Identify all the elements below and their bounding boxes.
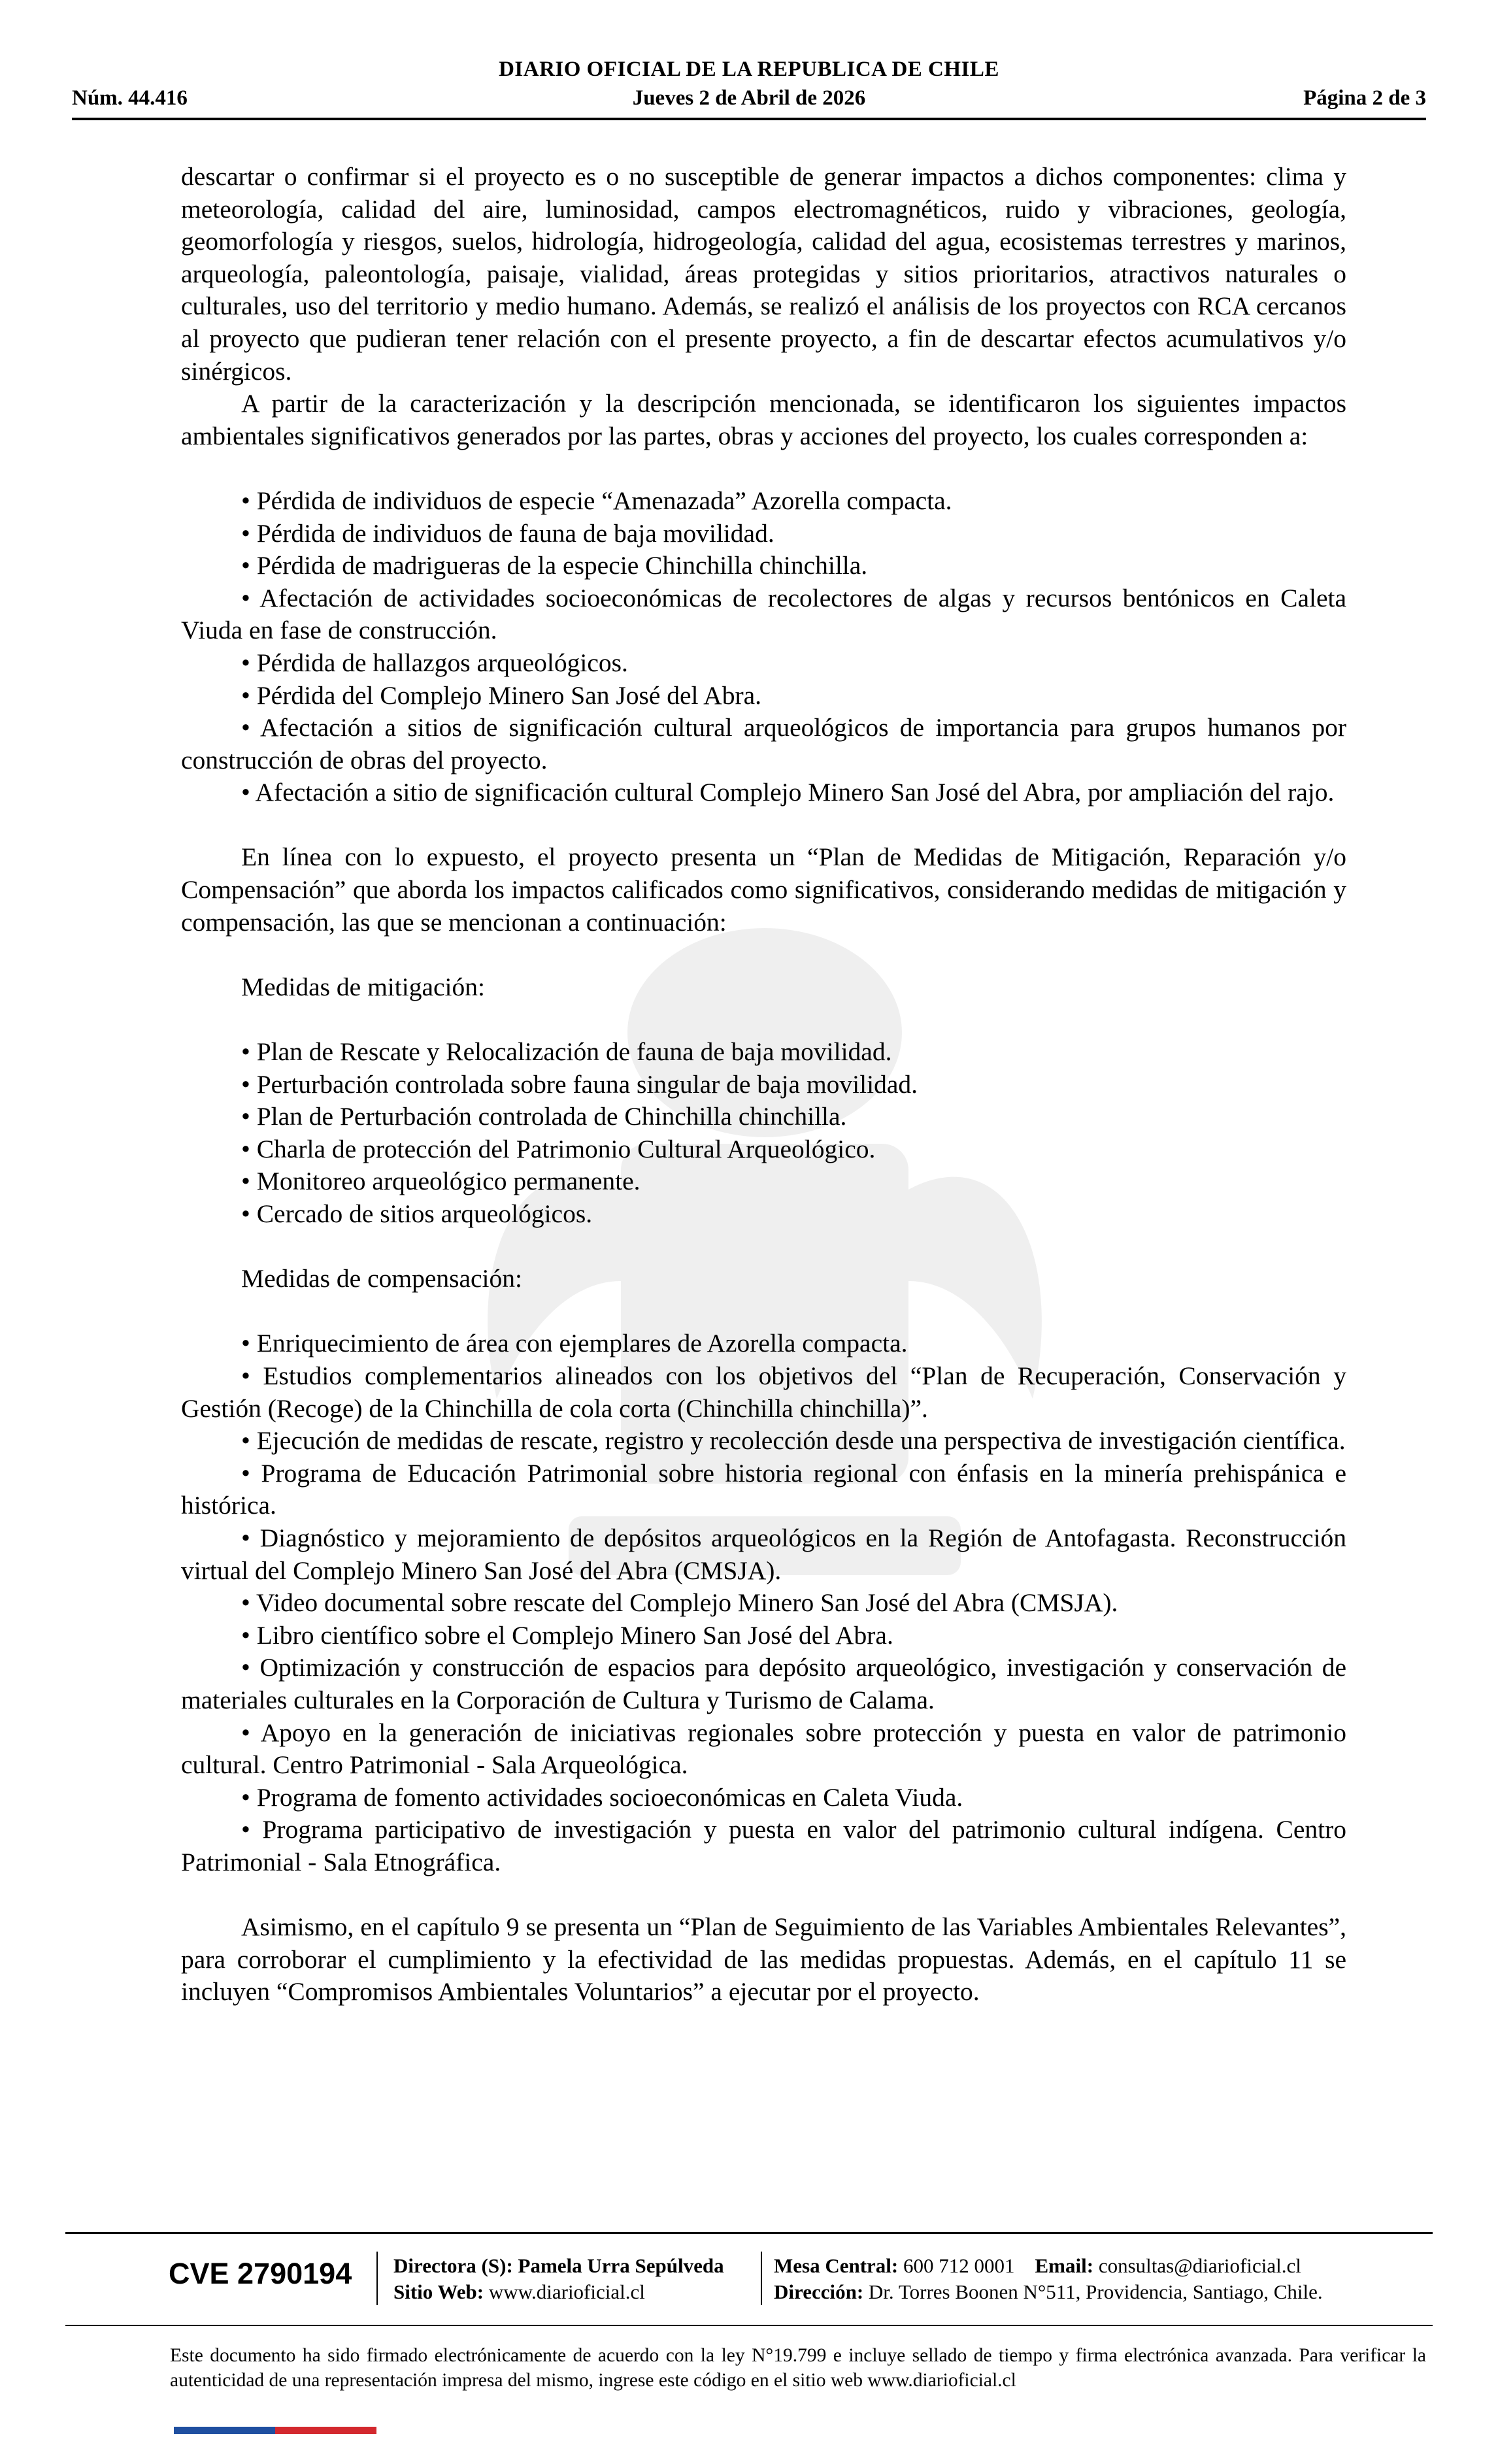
blue-stripe [174,2427,275,2434]
list-item: • Programa participativo de investigación y puesta en valor del patrimonio cultural indígena. Centro Patrimonial - Sala Etnográfica. [181,1815,1346,1876]
director-name: Pamela Urra Sepúlveda [518,2254,724,2277]
list-item: • Afectación a sitio de significación cultural Complejo Minero San José del Abra, por ampliación del rajo. [241,778,1335,807]
document-footer [65,2232,1433,2461]
website-link[interactable]: www.diarioficial.cl [488,2280,645,2303]
list-item: • Pérdida de individuos de fauna de baja movilidad. [241,518,774,548]
document-header [72,58,1426,122]
page-indicator: Página 2 de 3 [1303,86,1426,110]
newspaper-title: DIARIO OFICIAL DE LA REPUBLICA DE CHILE [499,58,999,81]
mitigation-list [181,1036,1346,1231]
mitigation-heading: Medidas de mitigación: [241,972,485,1001]
list-item: • Programa de fomento actividades socioeconómicas en Caleta Viuda. [241,1782,963,1812]
list-item: • Charla de protección del Patrimonio Cultural Arqueológico. [241,1134,876,1163]
impacts-list [181,485,1346,809]
footer-separator [761,2252,762,2305]
email-label: Email: [1035,2254,1094,2277]
issue-date: Jueves 2 de Abril de 2026 [632,86,866,110]
list-item: • Pérdida de hallazgos arqueológicos. [241,648,628,677]
list-item: • Pérdida del Complejo Minero San José del Abra. [241,680,762,710]
list-item: • Enriquecimiento de área con ejemplares de Azorella compacta. [241,1329,908,1358]
paragraph-impacts-intro: A partir de la caracterización y la descripción mencionada, se identificaron los siguientes impactos ambientales significativos generados por las partes, obras y acciones del proyecto, los cuales corresponden a: [181,389,1346,450]
footer-contact-info [774,2253,1323,2305]
address-value: Dr. Torres Boonen N°511, Providencia, Santiago, Chile. [868,2280,1323,2303]
footer-separator [376,2252,378,2305]
header-divider [72,118,1426,120]
list-item: • Optimización y construcción de espacios para depósito arqueológico, investigación y conservación de materiales culturales en la Corporación de Cultura y Turismo de Calama. [181,1653,1346,1714]
paragraph-measures-plan: En línea con lo expuesto, el proyecto presenta un “Plan de Medidas de Mitigación, Reparación y/o Compensación” que aborda los impactos calificados como significativos, considerando medidas de mitigación y compensación, las que se mencionan a continuación: [181,842,1346,937]
list-item: • Afectación de actividades socioeconómicas de recolectores de algas y recursos bentónicos en Caleta Viuda en fase de construcción. [181,583,1346,645]
phone-number: 600 712 0001 [903,2254,1015,2277]
email-link[interactable]: consultas@diarioficial.cl [1098,2254,1301,2277]
list-item: • Perturbación controlada sobre fauna singular de baja movilidad. [241,1069,918,1099]
footer-editor-info [393,2253,724,2305]
issue-number: Núm. 44.416 [72,86,188,110]
list-item: • Plan de Perturbación controlada de Chinchilla chinchilla. [241,1102,847,1131]
list-item: • Programa de Educación Patrimonial sobre historia regional con énfasis en la minería prehispánica e histórica. [181,1458,1346,1520]
list-item: • Apoyo en la generación de iniciativas regionales sobre protección y puesta en valor de patrimonio cultural. Centro Patrimonial - Sala Arqueológica. [181,1718,1346,1780]
flag-color-bar [174,2427,376,2434]
website-label: Sitio Web: [393,2280,484,2303]
list-item: • Cercado de sitios arqueológicos. [241,1199,593,1228]
compensation-list [181,1327,1346,1878]
electronic-signature-notice: Este documento ha sido firmado electrónicamente de acuerdo con la ley N°19.799 e incluye sellado de tiempo y firma electrónica avanzada. Para verificar la autenticidad de una representación impresa del mismo, ingrese este código en el sitio web www.diarioficial.cl [170,2345,1426,2391]
list-item: • Plan de Rescate y Relocalización de fauna de baja movilidad. [241,1037,892,1067]
list-item: • Ejecución de medidas de rescate, registro y recolección desde una perspectiva de investigación científica. [241,1426,1346,1456]
list-item: • Video documental sobre rescate del Complejo Minero San José del Abra (CMSJA). [241,1588,1118,1618]
red-stripe [275,2427,376,2434]
cve-code: CVE 2790194 [169,2257,352,2290]
footer-divider [65,2232,1433,2234]
list-item: • Estudios complementarios alineados con los objetivos del “Plan de Recuperación, Conservación y Gestión (Recoge) de la Chinchilla de cola corta (Chinchilla chinchilla)”. [181,1361,1346,1423]
list-item: • Diagnóstico y mejoramiento de depósitos arqueológicos en la Región de Antofagasta. Reconstrucción virtual del Complejo Minero San José del Abra (CMSJA). [181,1523,1346,1585]
list-item: • Pérdida de madrigueras de la especie Chinchilla chinchilla. [241,551,868,580]
document-body [181,161,1346,2008]
list-item: • Libro científico sobre el Complejo Minero San José del Abra. [241,1620,893,1650]
address-label: Dirección: [774,2280,864,2303]
list-item: • Monitoreo arqueológico permanente. [241,1167,641,1196]
paragraph-monitoring-plan: Asimismo, en el capítulo 9 se presenta un “Plan de Seguimiento de las Variables Ambientales Relevantes”, para corroborar el cumplimiento y la efectividad de las medidas propuestas. Además, en el capítulo 11 se incluyen “Compromisos Ambientales Voluntarios” a ejecutar por el proyecto. [181,1912,1346,2006]
compensation-heading: Medidas de compensación: [241,1264,522,1293]
list-item: • Afectación a sitios de significación cultural arqueológicos de importancia para grupos humanos por construcción de obras del proyecto. [181,713,1346,774]
list-item: • Pérdida de individuos de especie “Amenazada” Azorella compacta. [241,486,952,515]
paragraph-components: descartar o confirmar si el proyecto es o no susceptible de generar impactos a dichos componentes: clima y meteorología, calidad del aire, luminosidad, campos electromagnéticos, ruido y vibraciones, geología, geomorfología y riesgos, suelos, hidrología, hidrogeología, calidad del agua, ecosistemas terrestres y marinos, arqueología, paleontología, paisaje, vialidad, áreas protegidas y sitios prioritarios, atractivos naturales o culturales, uso del territorio y medio humano. Además, se realizó el análisis de los proyectos con RCA cercanos al proyecto que pudieran tener relación con el presente proyecto, a fin de descartar efectos acumulativos y/o sinérgicos. [181,162,1346,386]
director-label: Directora (S): [393,2254,513,2277]
mesa-central-label: Mesa Central: [774,2254,899,2277]
footer-divider-lower [65,2325,1433,2326]
